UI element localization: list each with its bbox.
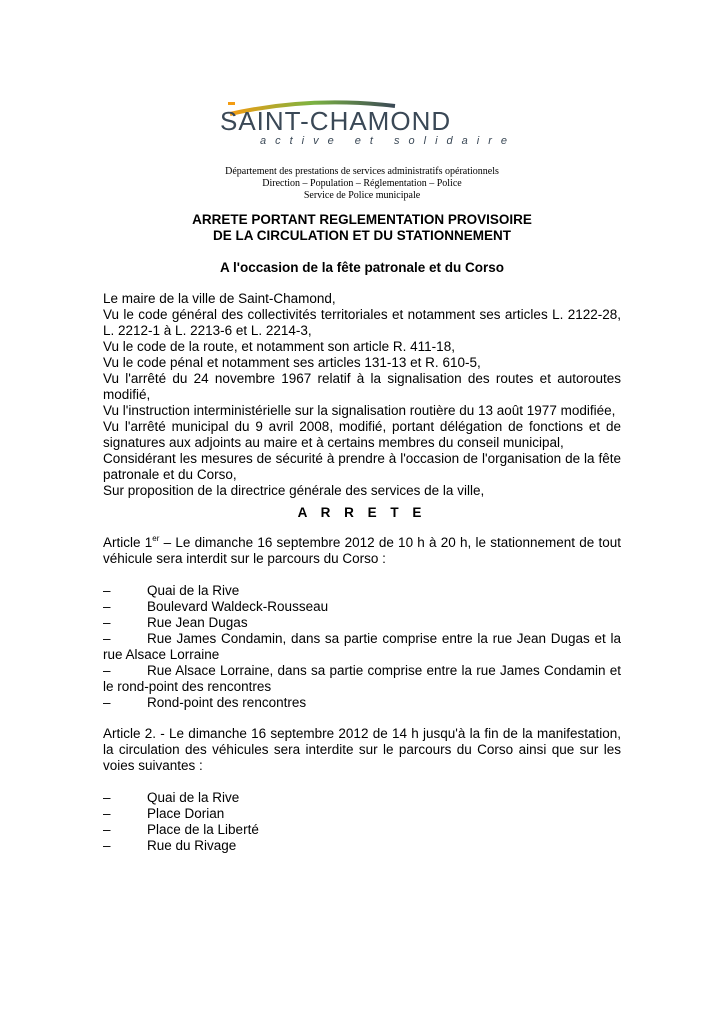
- list-item: [103, 615, 621, 631]
- article-1-text: [103, 535, 621, 567]
- article-1: [103, 535, 621, 567]
- dept-line: Direction – Population – Réglementation – Police: [262, 178, 462, 189]
- svg-text:active et solidaire: active et solidaire: [260, 135, 516, 147]
- dash-bullet: –: [103, 695, 111, 710]
- article-1-sup: er: [152, 534, 160, 543]
- list-item-text: Rue du Rivage: [147, 838, 237, 853]
- dash-bullet: –: [103, 631, 111, 646]
- list-item-text: Rond-point des rencontres: [147, 695, 307, 710]
- preamble-line: Vu le code pénal et notamment ses articles 131-13 et R. 610-5,: [103, 355, 481, 370]
- list-item: [103, 695, 621, 711]
- list-item: [103, 822, 621, 838]
- dash-bullet: –: [103, 663, 111, 678]
- preamble-line: Vu l'arrêté du 24 novembre 1967 relatif à la signalisation des routes et autoroutes modifié,: [103, 371, 621, 402]
- list-item: [103, 838, 621, 854]
- list-item-text: Rue James Condamin, dans sa partie comprise entre la rue Jean Dugas et la rue Alsace Lorraine: [103, 631, 621, 662]
- dash-bullet: –: [103, 599, 111, 614]
- saint-chamond-logo: [190, 92, 535, 154]
- list-item: [103, 631, 621, 663]
- list-item-text: Boulevard Waldeck-Rousseau: [147, 599, 329, 614]
- document-subtitle: A l'occasion de la fête patronale et du Corso: [219, 260, 505, 275]
- preamble-line: Sur proposition de la directrice générale des services de la ville,: [103, 483, 485, 498]
- title-line: DE LA CIRCULATION ET DU STATIONNEMENT: [213, 228, 511, 243]
- preamble-line: Vu l'instruction interministérielle sur la signalisation routière du 13 août 1977 modifiée,: [103, 403, 616, 418]
- list-item-text: Quai de la Rive: [147, 790, 240, 805]
- list-item-text: Rue Jean Dugas: [147, 615, 248, 630]
- list-item: [103, 583, 621, 599]
- list-item-text: Rue Alsace Lorraine, dans sa partie comprise entre la rue James Condamin et le rond-point des rencontres: [103, 663, 621, 694]
- department-header: [0, 166, 724, 202]
- article-2-list: [103, 790, 621, 854]
- article-2-text: Article 2. - Le dimanche 16 septembre 2012 de 14 h jusqu'à la fin de la manifestation, la circulation des véhicules sera interdite sur le parcours du Corso ainsi que sur les voies suivantes :: [103, 726, 621, 773]
- dash-bullet: –: [103, 806, 111, 821]
- article-1-body: – Le dimanche 16 septembre 2012 de 10 h à 20 h, le stationnement de tout véhicule sera interdit sur le parcours du Corso :: [103, 535, 621, 566]
- logo-orange-mark: [228, 102, 235, 105]
- dash-bullet: –: [103, 822, 111, 837]
- dash-bullet: –: [103, 838, 111, 853]
- dash-bullet: –: [103, 790, 111, 805]
- list-item: [103, 806, 621, 822]
- list-item: [103, 599, 621, 615]
- article-2: [103, 726, 621, 774]
- list-item-text: Place de la Liberté: [147, 822, 259, 837]
- dept-line: Service de Police municipale: [303, 190, 421, 201]
- preamble-line: Le maire de la ville de Saint-Chamond,: [103, 291, 336, 306]
- preamble-line: Vu le code général des collectivités territoriales et notamment ses articles L. 2122-28, L. 2212-1 à L. 2213-6 et L. 2214-3,: [103, 307, 621, 338]
- preamble-line: Vu le code de la route, et notamment son article R. 411-18,: [103, 339, 455, 354]
- preamble-line: Vu l'arrêté municipal du 9 avril 2008, modifié, portant délégation de fonctions et de signatures aux adjoints au maire et à certains membres du conseil municipal,: [103, 419, 621, 450]
- arrete-heading: A R R E T E: [297, 505, 427, 520]
- article-1-prefix: Article 1: [103, 535, 153, 550]
- document-title: [0, 212, 724, 244]
- article-1-list: [103, 583, 621, 711]
- title-line: ARRETE PORTANT REGLEMENTATION PROVISOIRE: [192, 212, 532, 227]
- dash-bullet: –: [103, 615, 111, 630]
- dept-line: Département des prestations de services administratifs opérationnels: [225, 166, 499, 177]
- list-item-text: Quai de la Rive: [147, 583, 240, 598]
- list-item-text: Place Dorian: [147, 806, 225, 821]
- preamble-line: Considérant les mesures de sécurité à prendre à l'occasion de l'organisation de la fête patronale et du Corso,: [103, 451, 621, 482]
- dash-bullet: –: [103, 583, 111, 598]
- svg-text:SAINT-CHAMOND: SAINT-CHAMOND: [220, 106, 452, 136]
- preamble: [103, 291, 621, 499]
- list-item: [103, 790, 621, 806]
- list-item: [103, 663, 621, 695]
